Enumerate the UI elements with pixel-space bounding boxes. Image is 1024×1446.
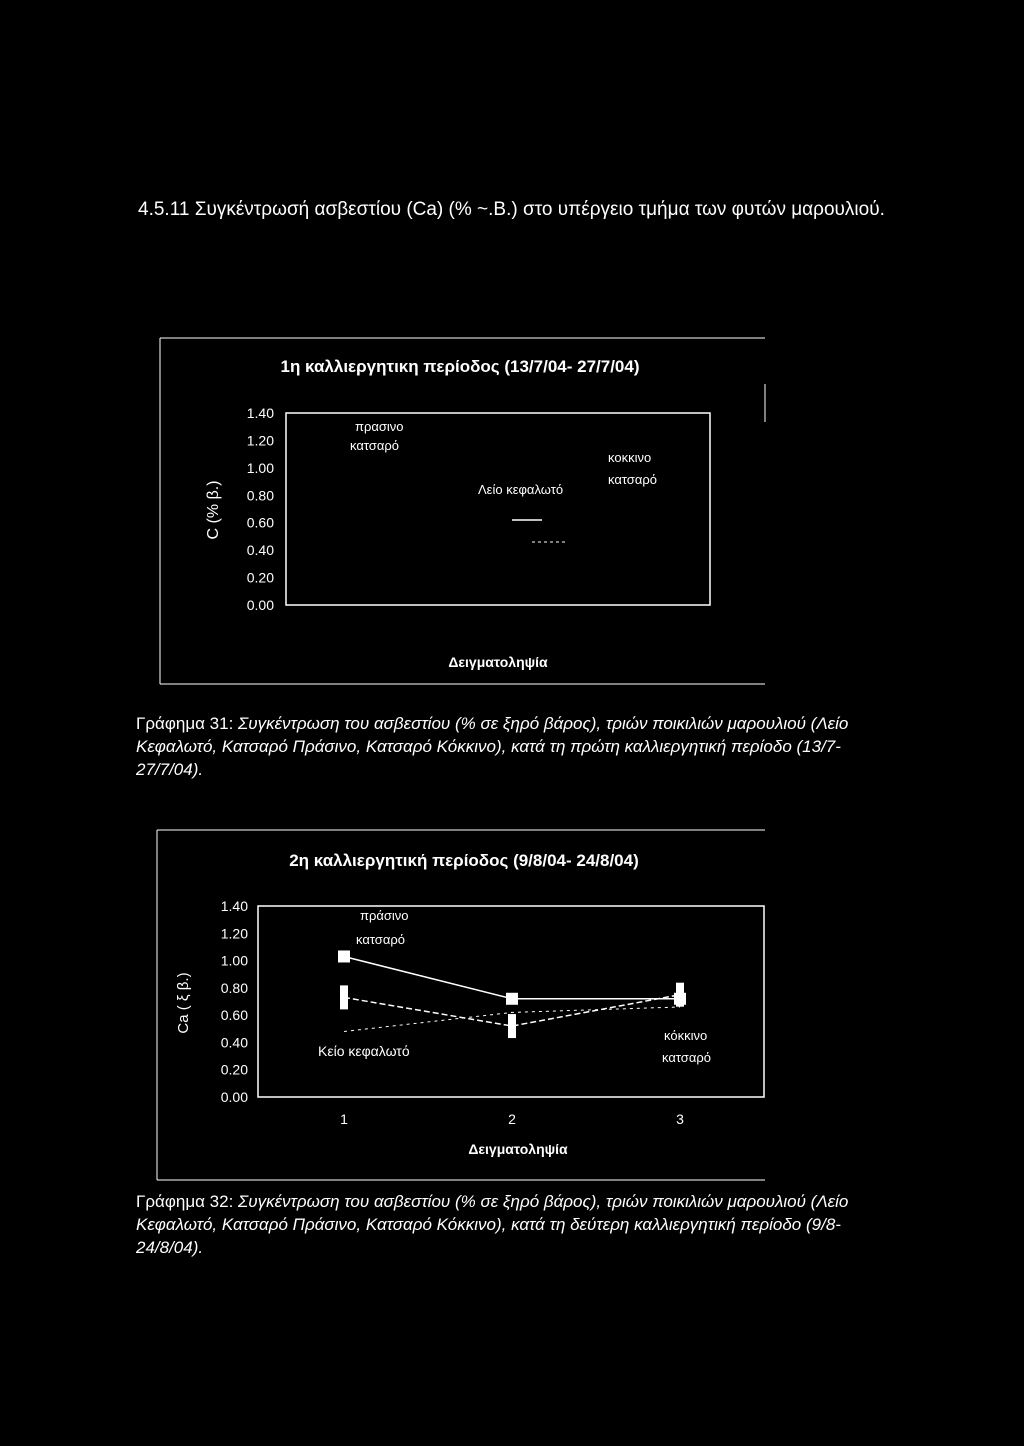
chart-1-y-ticks [247, 405, 274, 613]
chart-2-label-smooth: Κείο κεφαλωτό [318, 1043, 410, 1059]
caption-31-lead: Γράφημα 31: [136, 714, 239, 733]
chart-1-label-red-2: κατσαρό [608, 472, 657, 487]
chart-1-y-tick-label: 0.40 [246, 542, 274, 559]
chart-2-y-tick-label: 0.60 [220, 1007, 248, 1024]
chart-2-y-tick-label: 0.00 [220, 1089, 248, 1105]
chart-1-y-tick-label: 0.80 [246, 487, 274, 504]
chart-2-label-red-2: κατσαρό [662, 1050, 711, 1065]
chart-2-series [338, 950, 686, 1038]
chart-2-point [508, 1014, 516, 1038]
chart-2-point [338, 950, 350, 962]
chart-1-y-tick-label: 1.40 [246, 405, 274, 421]
chart-2-point [676, 983, 684, 1007]
chart-2-y-label: Ca ( ξ β.) [175, 972, 192, 1034]
chart-2-label-green-2: κατσαρό [356, 932, 405, 947]
chart-2-point [340, 985, 348, 1009]
chart-2-label-red-1: κόκκινο [664, 1028, 708, 1043]
chart-2-y-tick-label: 1.20 [220, 925, 248, 942]
section-heading: 4.5.11 Συγκέντρωσή ασβεστίου (Ca) (% ~.Β.) στο υπέργειο τμήμα των φυτών μαρουλιού. [138, 199, 885, 220]
chart-2-x-tick-label: 2 [508, 1111, 516, 1127]
chart-1-y-tick-label: 0.00 [246, 597, 274, 613]
chart-2-title: 2η καλλιεργητική περίοδος (9/8/04- 24/8/04) [289, 851, 639, 870]
chart-2 [157, 830, 765, 1180]
chart-1-title: 1η καλλιεργητικη περίοδος (13/7/04- 27/7/04) [280, 357, 640, 376]
chart-1-y-tick-label: 1.20 [246, 432, 274, 449]
chart-2-y-tick-label: 0.20 [220, 1061, 248, 1078]
chart-1-y-tick-label: 1.00 [246, 459, 274, 476]
caption-32-text: Συγκέντρωση του ασβεστίου (% σε ξηρό βάρος), τριών ποικιλιών μαρουλιού (Λείο Κεφαλωτό, Κατσαρό Πράσινο, Κατσαρό Κόκκινο), κατά τη δεύτερη καλλιεργητική περίοδο (9/8- 24/8/04). [136, 1192, 849, 1257]
chart-2-y-tick-label: 1.00 [220, 952, 248, 969]
chart-2-y-tick-label: 1.40 [220, 898, 248, 914]
chart-1-label-red-1: κοκκινο [608, 450, 652, 465]
chart-2-label-green-1: πράσινο [360, 908, 409, 923]
caption-31-text: Συγκέντρωση του ασβεστίου (% σε ξηρό βάρος), τριών ποικιλιών μαρουλιού (Λείο Κεφαλωτό, Κατσαρό Πράσινο, Κατσαρό Κόκκινο), κατά τη πρώτη καλλιεργητική περίοδο (13/7- 27/7/04). [136, 714, 849, 779]
chart-2-y-ticks [221, 898, 248, 1105]
chart-2-y-tick-label: 0.40 [220, 1034, 248, 1051]
chart-1-label-green-2: κατσαρό [350, 438, 399, 453]
caption-32 [136, 1190, 856, 1259]
chart-2-x-ticks [340, 1111, 684, 1127]
chart-1-label-green-1: πρασινο [355, 419, 404, 434]
chart-2-x-tick-label: 1 [340, 1111, 348, 1127]
chart-1-label-smooth: Λείο κεφαλωτό [478, 482, 564, 497]
chart-1-y-tick-label: 0.60 [246, 514, 274, 531]
chart-2-x-tick-label: 3 [676, 1111, 684, 1127]
chart-2-x-label: Δειγματοληψία [468, 1141, 568, 1157]
chart-1-y-label: C (% β.) [205, 480, 222, 540]
chart-2-series-line-1 [344, 956, 680, 998]
caption-31 [136, 712, 856, 781]
chart-1-x-label: Δειγματοληψία [448, 654, 548, 670]
chart-1 [160, 338, 765, 684]
chart-1-y-tick-label: 0.20 [246, 569, 274, 586]
chart-2-y-tick-label: 0.80 [220, 979, 248, 996]
chart-2-point [506, 993, 518, 1005]
caption-32-lead: Γράφημα 32: [136, 1192, 239, 1211]
